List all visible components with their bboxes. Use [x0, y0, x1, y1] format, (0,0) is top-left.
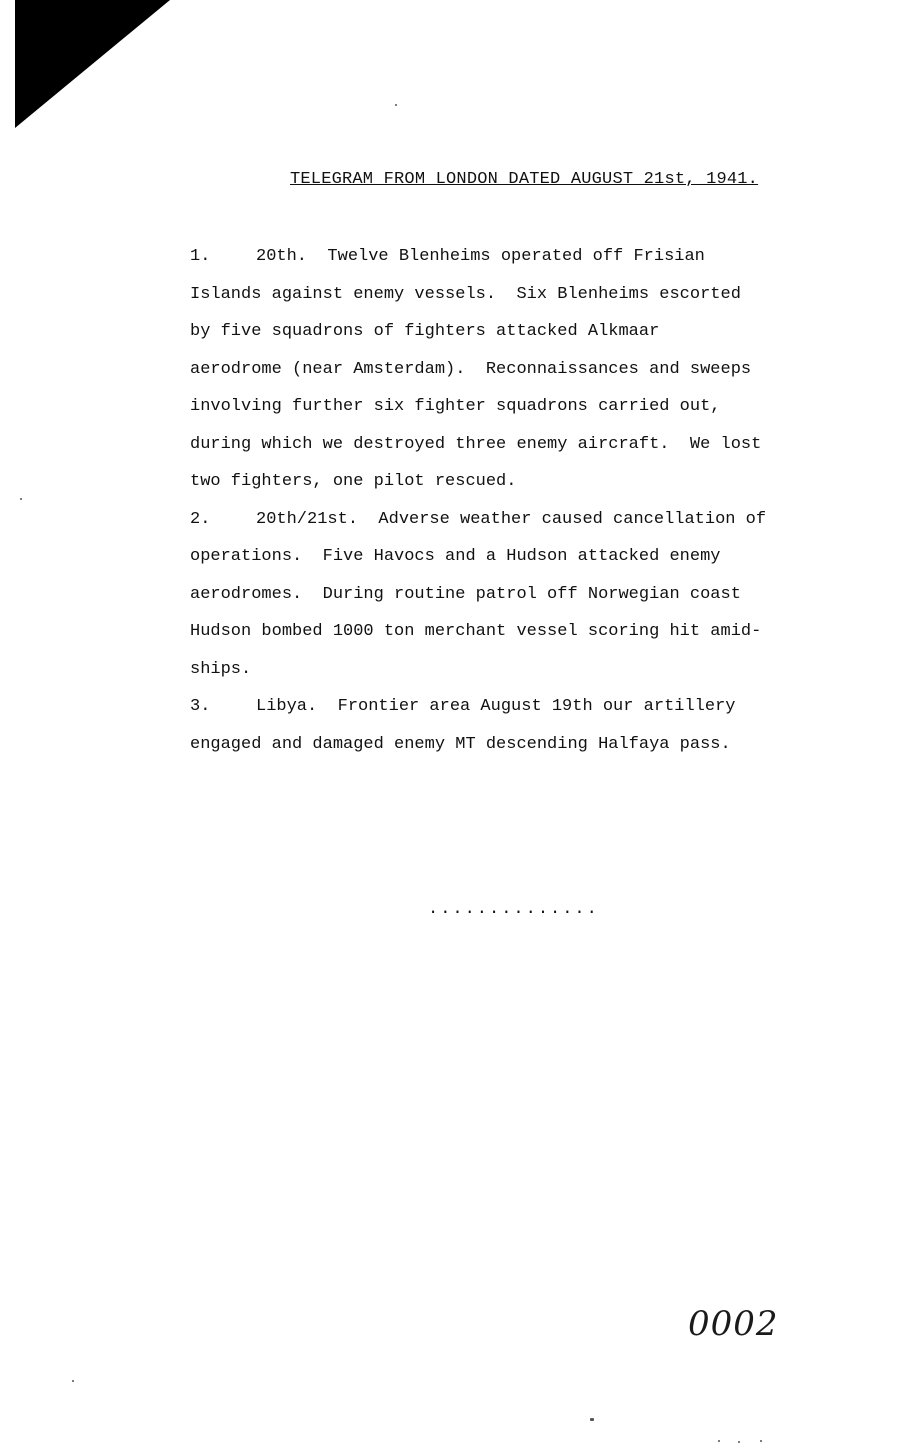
paragraph-line: [190, 238, 830, 276]
paragraph-line: Hudson bombed 1000 ton merchant vessel scoring hit amid-: [190, 622, 762, 641]
telegram-body: [190, 238, 830, 763]
paragraph-line: aerodrome (near Amsterdam). Reconnaissances and sweeps: [190, 359, 752, 379]
paragraph-2: [190, 501, 830, 689]
dotted-separator: ..............: [428, 900, 599, 919]
scan-speck: [590, 1418, 594, 1421]
telegram-title: TELEGRAM FROM LONDON DATED AUGUST 21st, 1941.: [290, 170, 759, 189]
paragraph-line: [190, 688, 830, 726]
paragraph-1: [190, 238, 830, 501]
paragraph-line: two fighters, one pilot rescued.: [190, 472, 517, 491]
paragraph-text: Libya. Frontier area August 19th our artillery: [256, 697, 736, 716]
paragraph-line: [190, 501, 830, 539]
paragraph-line: involving further six fighter squadrons carried out,: [190, 397, 721, 416]
paragraph-text: 20th/21st. Adverse weather caused cancellation of: [256, 509, 767, 529]
paragraph-line: engaged and damaged enemy MT descending Halfaya pass.: [190, 734, 731, 754]
corner-triangle-mark: [15, 0, 170, 128]
paragraph-text: 20th. Twelve Blenheims operated off Frisian: [256, 247, 705, 266]
scan-speck: [395, 104, 397, 106]
paragraph-3: [190, 688, 830, 763]
paragraph-number: 1.: [190, 247, 211, 266]
paragraph-number: 3.: [190, 697, 211, 716]
paragraph-line: ships.: [190, 659, 252, 679]
handwritten-page-number: 0002: [688, 1304, 779, 1344]
scan-speck: [760, 1440, 762, 1442]
paragraph-line: Islands against enemy vessels. Six Blenheims escorted: [190, 284, 741, 304]
paragraph-line: during which we destroyed three enemy aircraft. We lost: [190, 434, 762, 454]
scan-speck: [718, 1440, 720, 1442]
paragraph-line: operations. Five Havocs and a Hudson attacked enemy: [190, 547, 721, 566]
scan-speck: [738, 1441, 740, 1443]
scan-speck: [20, 498, 22, 500]
paragraph-number: 2.: [190, 509, 211, 529]
paragraph-line: aerodromes. During routine patrol off Norwegian coast: [190, 584, 741, 604]
scan-speck: [72, 1380, 74, 1382]
paragraph-line: by five squadrons of fighters attacked Alkmaar: [190, 322, 660, 341]
